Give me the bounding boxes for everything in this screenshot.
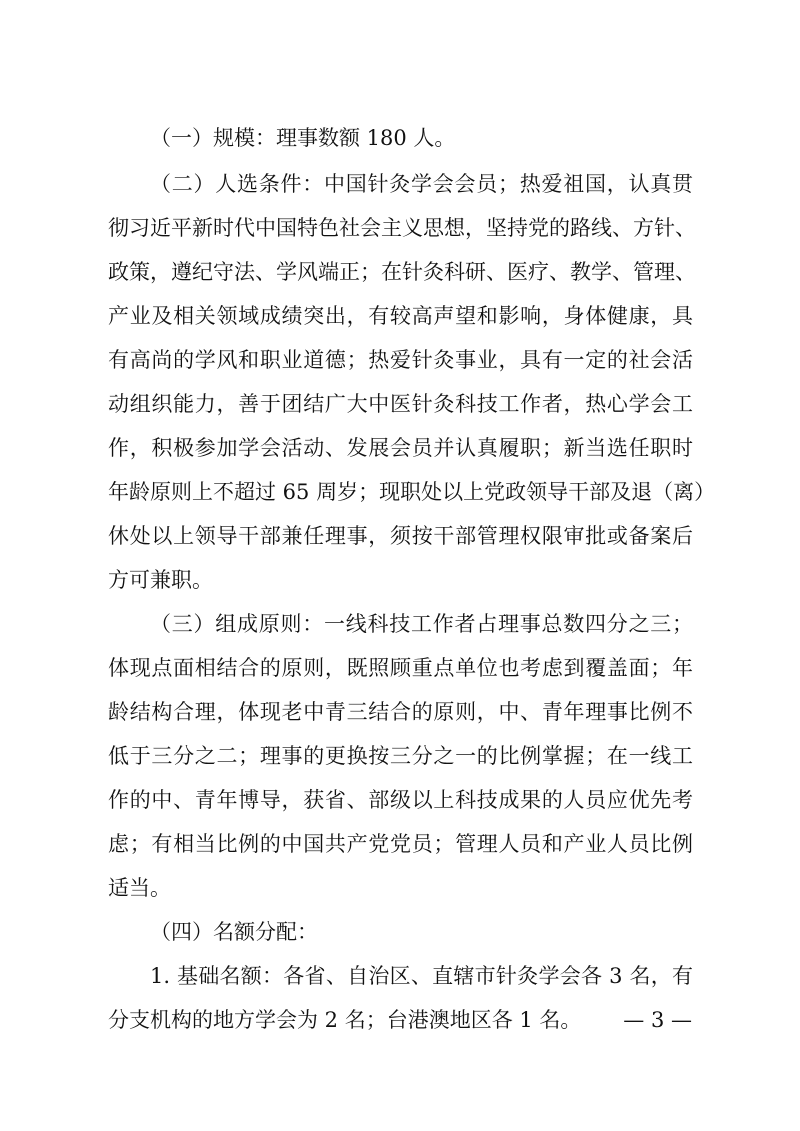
- section-3-last-line: 适当。: [108, 876, 171, 900]
- section-3-heading-line: （三）组成原则：一线科技工作者占理事总数四分之三；: [150, 612, 693, 636]
- section-1-scale: （一）规模：理事数额 180 人。: [150, 126, 456, 150]
- section-2-line: 作，积极参加学会活动、发展会员并认真履职；新当选任职时: [108, 436, 693, 460]
- section-2-heading-line: （二）人选条件：中国针灸学会会员；热爱祖国，认真贯: [150, 172, 693, 196]
- section-2-line: 有高尚的学风和职业道德；热爱针灸事业，具有一定的社会活: [108, 348, 693, 372]
- section-2-line: 年龄原则上不超过 65 周岁；现职处以上党政领导干部及退（离）: [108, 480, 716, 504]
- section-3-line: 低于三分之二；理事的更换按三分之一的比例掌握；在一线工: [108, 744, 693, 768]
- section-3-line: 作的中、青年博导，获省、部级以上科技成果的人员应优先考: [108, 788, 693, 812]
- section-2-last-line: 方可兼职。: [108, 568, 213, 592]
- section-4-heading: （四）名额分配：: [150, 920, 318, 944]
- page-number: — 3 —: [623, 1008, 692, 1032]
- quota-item-1-line: 1. 基础名额：各省、自治区、直辖市针灸学会各 3 名，有: [150, 964, 693, 988]
- section-2-line: 彻习近平新时代中国特色社会主义思想，坚持党的路线、方针、: [108, 216, 696, 240]
- section-2-line: 休处以上领导干部兼任理事，须按干部管理权限审批或备案后: [108, 524, 693, 548]
- section-2-line: 政策，遵纪守法、学风端正；在针灸科研、医疗、教学、管理、: [108, 260, 696, 284]
- section-3-line: 虑；有相当比例的中国共产党党员；管理人员和产业人员比例: [108, 832, 693, 856]
- section-2-line: 产业及相关领域成绩突出，有较高声望和影响，身体健康，具: [108, 304, 693, 328]
- quota-item-1-last-line: 分支机构的地方学会为 2 名；台港澳地区各 1 名。: [108, 1008, 582, 1032]
- section-2-line: 动组织能力，善于团结广大中医针灸科技工作者，热心学会工: [108, 392, 693, 416]
- section-3-line: 龄结构合理，体现老中青三结合的原则，中、青年理事比例不: [108, 700, 693, 724]
- section-3-line: 体现点面相结合的原则，既照顾重点单位也考虑到覆盖面；年: [108, 656, 693, 680]
